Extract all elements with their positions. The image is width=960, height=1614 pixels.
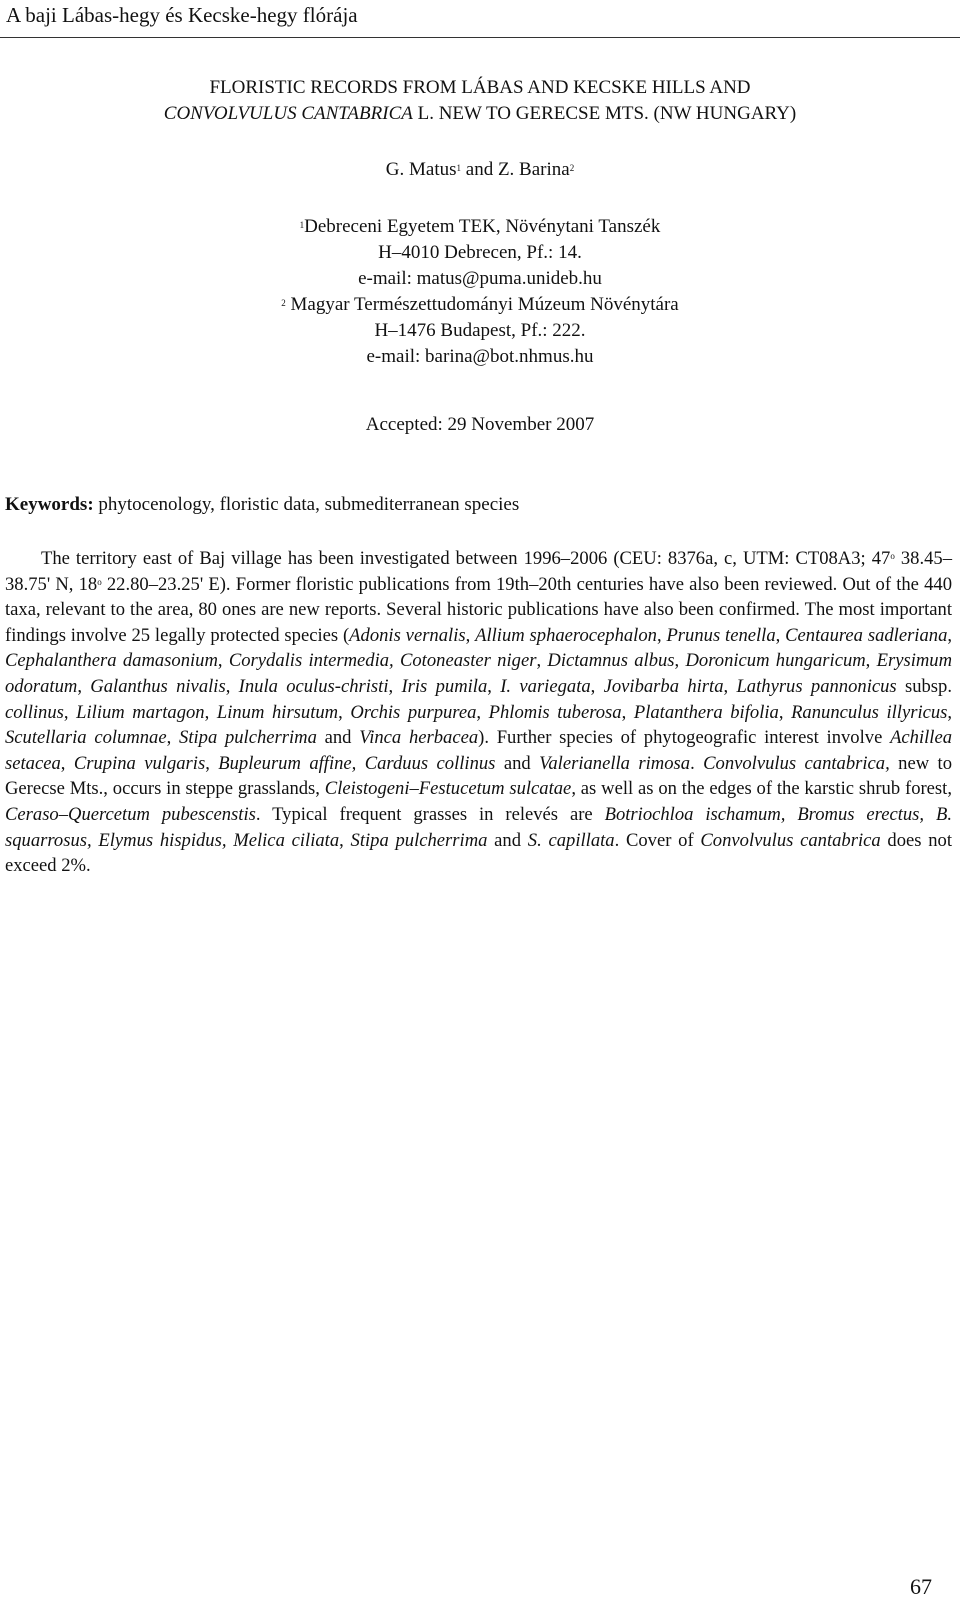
abstract-text: , (656, 624, 667, 646)
taxon-name: Prunus tenella (666, 624, 776, 646)
abstract-text: , (865, 650, 877, 672)
abstract-text: and (495, 752, 540, 774)
taxon-name: Allium sphaerocephalon (475, 624, 657, 646)
author-1: G. Matus (385, 159, 457, 180)
running-head: A baji Lábas-hegy és Kecske-hegy flórája (6, 3, 358, 27)
abstract-text: . (690, 752, 704, 774)
abstract-text: , (674, 650, 686, 672)
abstract-text: new to Gerecse Mts., occurs in steppe grasslands, (5, 752, 953, 800)
taxon-name: Bupleurum affine, Carduus collinus (218, 752, 496, 774)
taxon-name: Erysimum odoratum (5, 650, 953, 697)
taxon-name: Jovibarba hirta (603, 675, 724, 697)
taxon-name: Convolvulus cantabrica, (703, 752, 890, 774)
taxon-name: Cleistogeni–Festucetum sulcatae (324, 778, 572, 800)
article-title (0, 75, 960, 127)
keywords (5, 492, 955, 518)
taxon-name: Scutellaria columnae (5, 727, 167, 749)
abstract-text: , (723, 675, 737, 697)
abstract-text: , (60, 752, 74, 774)
taxon-name: Lathyrus pannonicus (736, 675, 897, 697)
taxon-name: Adonis vernalis (349, 624, 466, 646)
abstract-text: , (487, 675, 501, 697)
taxon-name: Convolvulus cantabrica (700, 829, 881, 851)
taxon-name: Galanthus nivalis (90, 675, 226, 697)
abstract-text: 38.45–38.75' N, 18 (5, 548, 952, 595)
affiliation-1-email: e-mail: matus@puma.unideb.hu (358, 268, 602, 289)
header-rule (0, 37, 960, 38)
abstract-text: . Cover of (614, 829, 701, 851)
abstract-text: and (487, 829, 528, 851)
keywords-text: phytocenology, floristic data, submediterranean species (93, 494, 520, 515)
taxon-name: S. capillata (527, 829, 615, 851)
keywords-label: Keywords: (5, 494, 94, 515)
abstract-text: , (217, 650, 229, 672)
taxon-name: Lilium martagon (76, 701, 205, 723)
affiliation-2-mark: 2 (281, 298, 286, 308)
degree-mark: o (890, 551, 895, 561)
taxon-name: Cephalanthera damasonium (5, 650, 218, 672)
abstract-text: , (536, 650, 548, 672)
taxon-name: Dictamnus albus (547, 650, 675, 672)
abstract-text: does not exceed 2%. (5, 829, 953, 877)
affiliation-2-name: Magyar Természettudományi Múzeum Növénytára (285, 294, 679, 315)
author-2-affiliation-mark: 2 (569, 163, 575, 173)
taxon-name: Vinca herbacea (359, 727, 479, 749)
abstract-text: The territory east of Baj village has been investigated between 1996–2006 (CEU: 8376a, c, UTM: CT08A3; 47 (41, 548, 891, 569)
abstract-text: , (339, 829, 351, 851)
affiliation-1-address: H–4010 Debrecen, Pf.: 14. (378, 242, 582, 263)
abstract-text: , (77, 675, 91, 697)
abstract-text: , as well as on the edges of the karstic shrub forest, (571, 778, 952, 800)
affiliation-1-name: Debreceni Egyetem TEK, Növénytani Tanszék (304, 216, 661, 237)
title-line-2-rest: L. NEW TO GERECSE MTS. (NW HUNGARY) (412, 103, 797, 124)
affiliation-2-institution (0, 292, 960, 318)
taxon-name: Stipa pulcherrima (350, 829, 488, 851)
abstract-text: , (775, 624, 786, 646)
abstract-text: , (166, 727, 180, 749)
taxon-name: Orchis purpurea (350, 701, 477, 723)
taxon-name: collinus (5, 701, 64, 723)
abstract-text: . Typical frequent grasses in relevés are (255, 803, 605, 825)
abstract-text: , (947, 624, 953, 646)
title-species-name: CONVOLVULUS CANTABRICA (163, 103, 413, 124)
taxon-name: Ceraso–Quercetum pubescenstis (5, 803, 256, 825)
abstract-text: , (205, 752, 219, 774)
affiliation-1-mark: 1 (299, 220, 305, 230)
abstract-text: , (63, 701, 77, 723)
abstract-text: 22.80–23.25' E). Former floristic publications from 19th–20th centuries have also been reviewed. Out of the 440 taxa, relevant to the area, 80 ones are new reports. Several historic publications have also been confirmed. The most important findings involve 25 legally protected species ( (5, 573, 952, 646)
taxon-name: Valerianella rimosa (539, 752, 691, 774)
accepted-date: Accepted: 29 November 2007 (365, 414, 595, 435)
abstract-text: ). Further species of phytogeografic interest involve (478, 727, 891, 749)
taxon-name: I. variegata (500, 675, 591, 697)
abstract-text: , (338, 701, 351, 723)
abstract-text: , (590, 675, 604, 697)
taxon-name: Iris pumila (401, 675, 488, 697)
abstract-text: and (316, 727, 360, 749)
taxon-name: Inula oculus-christi (238, 675, 389, 697)
abstract-text: , (465, 624, 476, 646)
abstract-text: , (947, 701, 953, 723)
abstract-text: , (778, 701, 792, 723)
taxon-name: Doronicum hungaricum (685, 650, 866, 672)
page-number: 67 (910, 1574, 932, 1599)
abstract-text: , (621, 701, 634, 723)
authors (0, 157, 960, 183)
author-joiner: and (461, 159, 498, 180)
title-line-2 (0, 101, 960, 127)
taxon-name: Botriochloa ischamum, Bromus erectus, B. squarrosus, Elymus hispidus, Melica ciliata (5, 803, 952, 851)
taxon-name: Achillea setacea (5, 727, 953, 774)
affiliations (0, 214, 960, 370)
taxon-name: Stipa pulcherrima (179, 727, 317, 749)
taxon-name: Phlomis tuberosa (488, 701, 622, 723)
author-2: Z. Barina (497, 159, 570, 180)
abstract-text: , (388, 675, 402, 697)
abstract-text: , (225, 675, 239, 697)
affiliation-1-institution (0, 214, 960, 240)
abstract-text: , (204, 701, 217, 723)
taxon-name: Crupina vulgaris (73, 752, 206, 774)
title-line-1: FLORISTIC RECORDS FROM LÁBAS AND KECSKE HILLS AND (209, 77, 751, 98)
taxon-name: Platanthera bifolia (633, 701, 779, 723)
taxon-name: Centaurea sadleriana (785, 624, 948, 646)
abstract-text: , (476, 701, 489, 723)
degree-mark: o (97, 576, 102, 587)
affiliation-2-email: e-mail: barina@bot.nhmus.hu (366, 346, 594, 367)
abstract-text: subsp. (896, 675, 952, 697)
affiliation-2-address: H–1476 Budapest, Pf.: 222. (374, 320, 586, 341)
taxon-name: Linum hirsutum (216, 701, 339, 723)
taxon-name: Ranunculus illyricus (791, 701, 948, 723)
taxon-name: Corydalis intermedia, Cotoneaster niger (228, 650, 537, 672)
author-1-affiliation-mark: 1 (456, 163, 462, 173)
abstract-paragraph (5, 546, 952, 879)
